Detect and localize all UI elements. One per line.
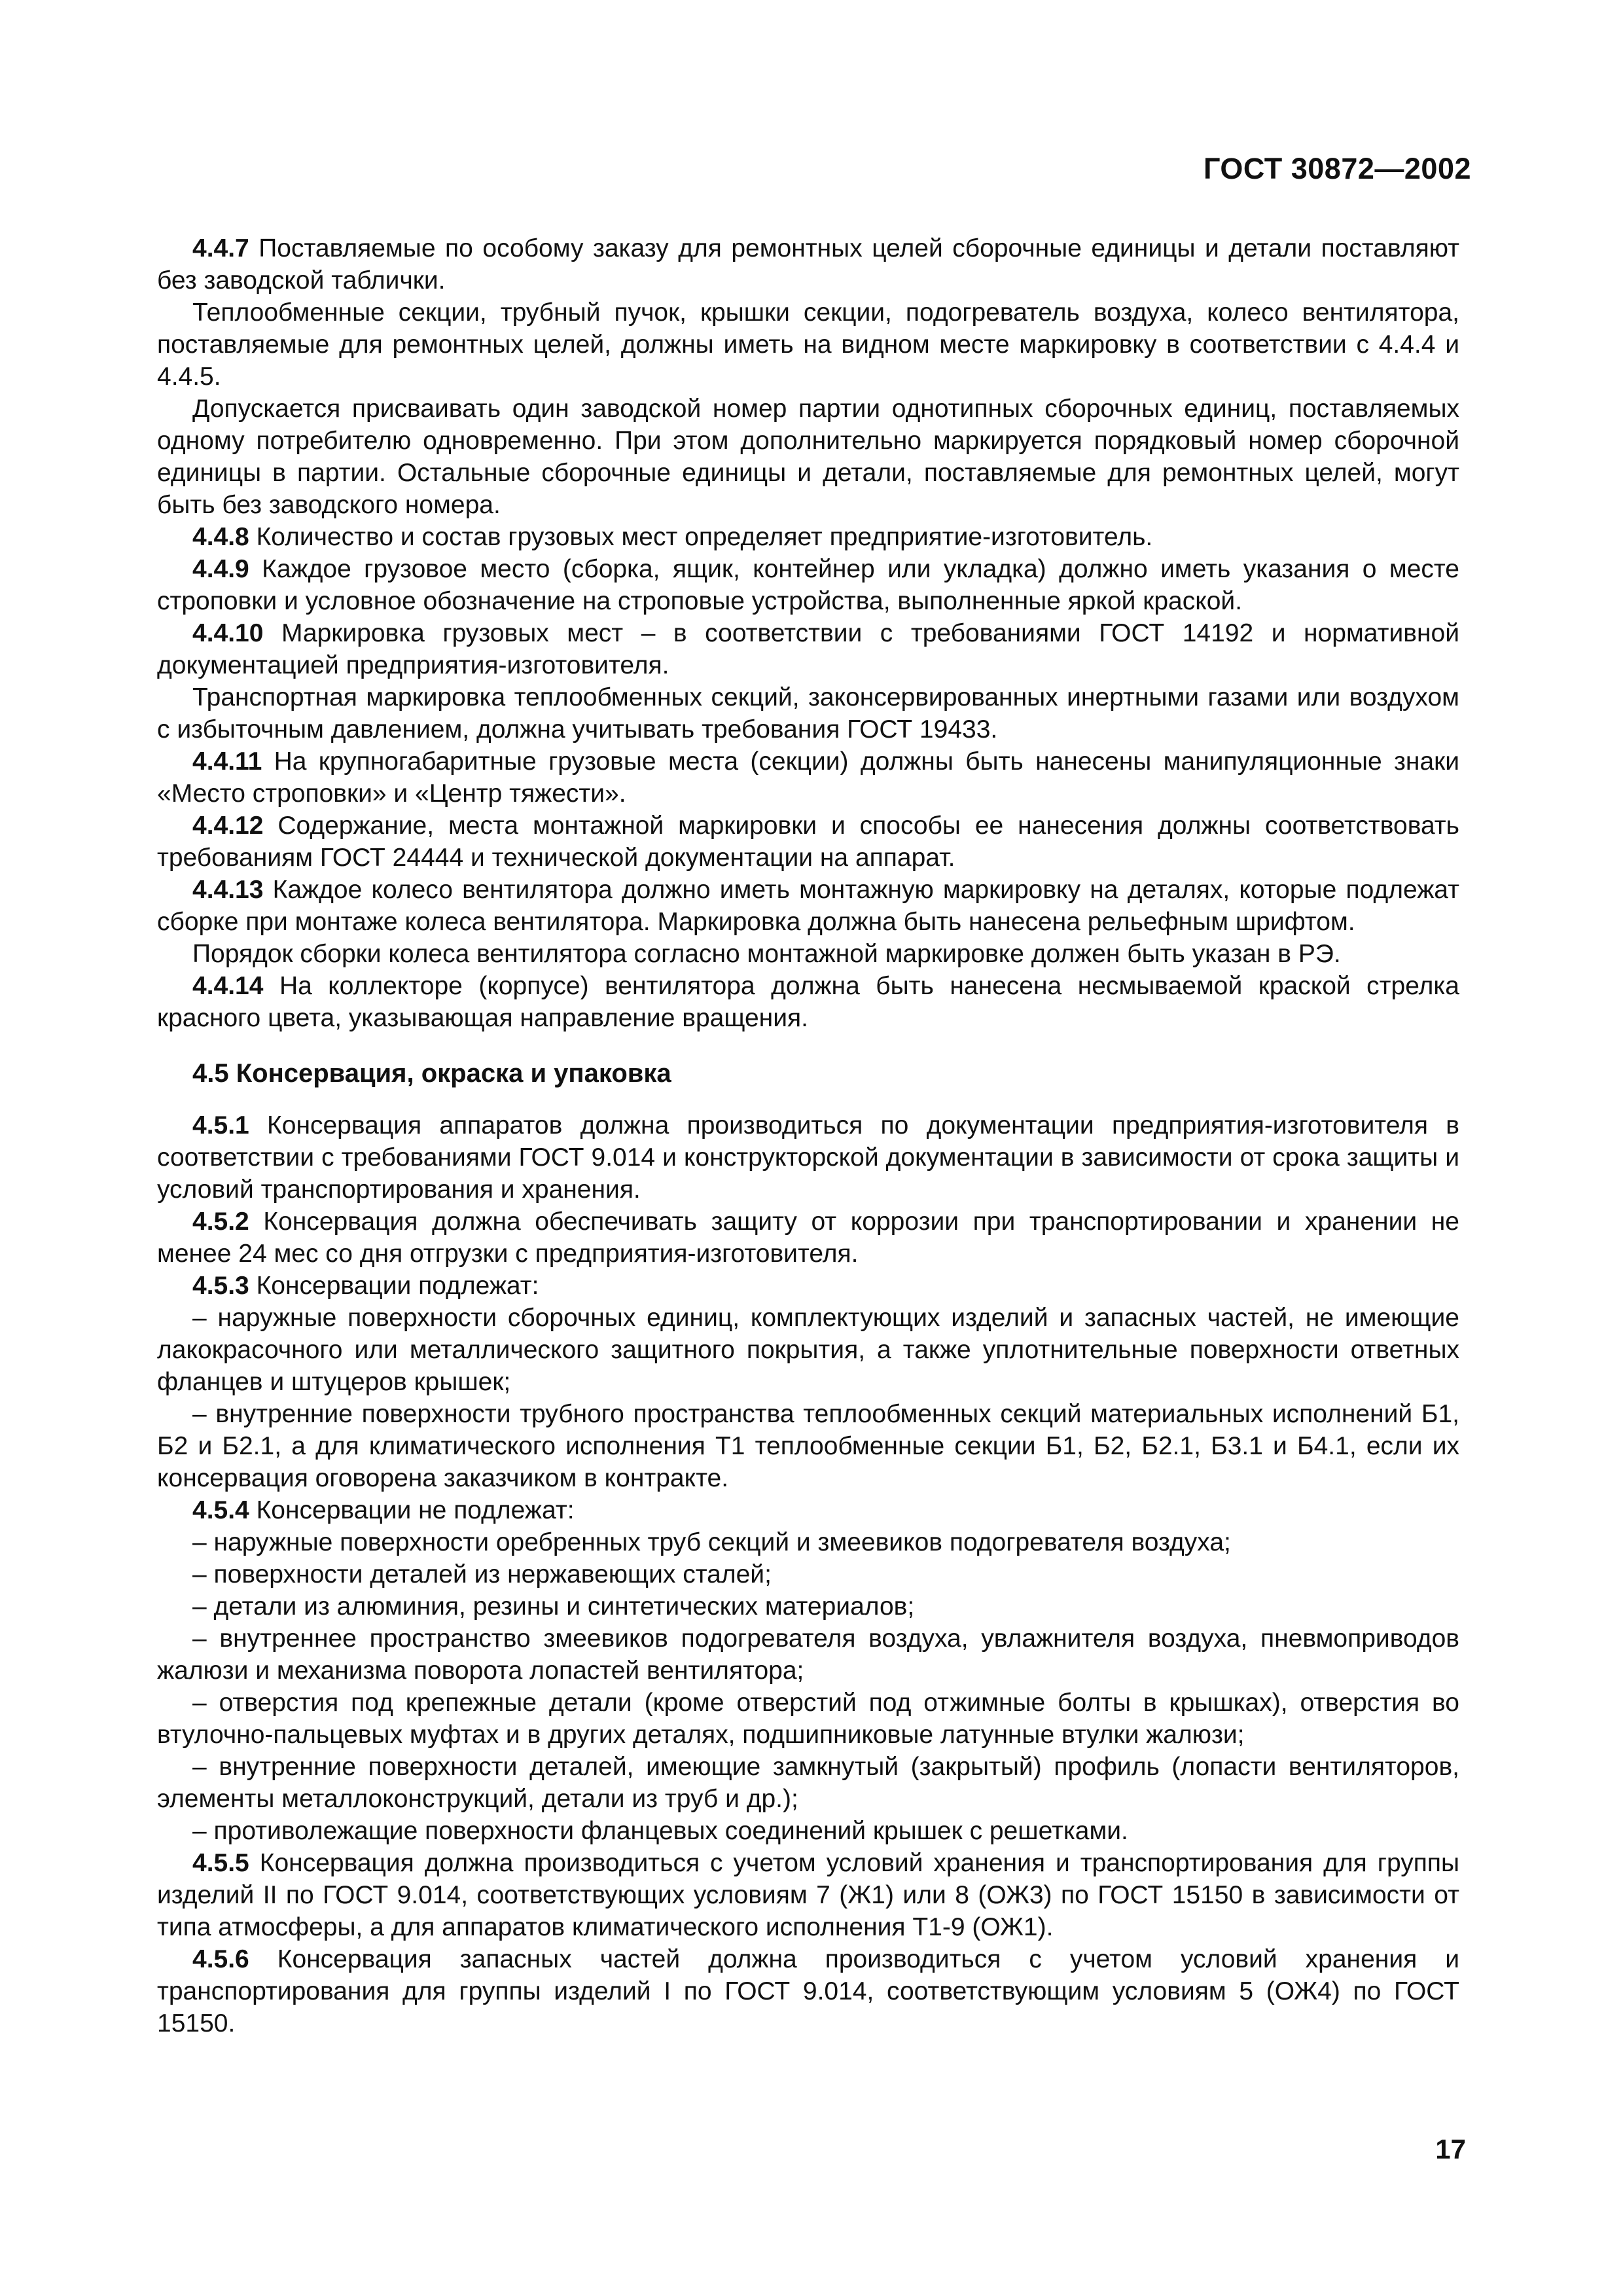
paragraph-text: – внутреннее пространство змеевиков подогревателя воздуха, увлажнителя воздуха, пневмоприводов жалюзи и механизма поворота лопастей вентилятора; <box>157 1624 1459 1685</box>
paragraph-text: На коллекторе (корпусе) вентилятора должна быть нанесена несмываемой краской стрелка красного цвета, указывающая направление вращения. <box>157 972 1459 1032</box>
paragraph-text: Допускается присваивать один заводской номер партии однотипных сборочных единиц, поставляемых одному потребителю одновременно. При этом дополнительно маркируется порядковый номер сборочной единицы в партии. Остальные сборочные единицы и детали, поставляемые для ремонтных целей, могут быть без заводского номера. <box>157 395 1459 519</box>
paragraph <box>157 617 1459 681</box>
paragraph <box>157 1206 1459 1270</box>
clause-number: 4.4.14 <box>192 972 264 1000</box>
paragraph <box>157 970 1459 1034</box>
paragraph-text: Теплообменные секции, трубный пучок, крышки секции, подогреватель воздуха, колесо вентилятора, поставляемые для ремонтных целей, должны иметь на видном месте маркировку в соответствии с 4.4.4 и 4.4.5. <box>157 298 1459 391</box>
paragraph-text: Консервация запасных частей должна производиться с учетом условий хранения и транспортирования для группы изделий I по ГОСТ 9.014, соответствующим условиям 5 (ОЖ4) по ГОСТ 15150. <box>157 1945 1459 2037</box>
paragraph-text: Консервации подлежат: <box>249 1272 539 1300</box>
clause-number: 4.5.6 <box>192 1945 249 1973</box>
paragraph-group-4-4 <box>157 232 1459 1034</box>
clause-number: 4.5.2 <box>192 1208 249 1236</box>
list-item <box>157 1815 1459 1847</box>
page-number: 17 <box>1435 2134 1466 2164</box>
paragraph-group-4-5 <box>157 1109 1459 2039</box>
paragraph <box>157 874 1459 938</box>
paragraph <box>157 1494 1459 1526</box>
list-item <box>157 1751 1459 1815</box>
paragraph <box>157 745 1459 810</box>
paragraph <box>157 1847 1459 1943</box>
clause-number: 4.4.7 <box>192 234 249 262</box>
paragraph-text: Содержание, места монтажной маркировки и способы ее нанесения должны соответствовать требованиям ГОСТ 24444 и технической документации на аппарат. <box>157 812 1459 872</box>
paragraph-text: Поставляемые по особому заказу для ремонтных целей сборочные единицы и детали поставляют без заводской таблички. <box>157 234 1459 295</box>
list-item <box>157 1398 1459 1494</box>
paragraph-text: Каждое колесо вентилятора должно иметь монтажную маркировку на деталях, которые подлежат сборке при монтаже колеса вентилятора. Маркировка должна быть нанесена рельефным шрифтом. <box>157 876 1459 936</box>
paragraph <box>157 938 1459 970</box>
clause-number: 4.5.5 <box>192 1849 249 1877</box>
clause-number: 4.4.13 <box>192 876 264 904</box>
paragraph-text: Маркировка грузовых мест – в соответствии с требованиями ГОСТ 14192 и нормативной документацией предприятия-изготовителя. <box>157 619 1459 679</box>
page-body <box>157 232 1459 2039</box>
clause-number: 4.4.12 <box>192 812 264 840</box>
paragraph <box>157 521 1459 553</box>
paragraph-text: – поверхности деталей из нержавеющих сталей; <box>192 1560 772 1588</box>
paragraph <box>157 1270 1459 1302</box>
clause-number: 4.4.8 <box>192 523 249 551</box>
paragraph-text: – наружные поверхности сборочных единиц, комплектующих изделий и запасных частей, не имеющие лакокрасочного или металлического защитного покрытия, а также уплотнительные поверхности ответных фланцев и штуцеров крышек; <box>157 1304 1459 1396</box>
paragraph-text: Каждое грузовое место (сборка, ящик, контейнер или укладка) должно иметь указания о месте строповки и условное обозначение на строповые устройства, выполненные яркой краской. <box>157 555 1459 615</box>
paragraph-text: – наружные поверхности оребренных труб секций и змеевиков подогревателя воздуха; <box>192 1528 1231 1556</box>
list-item <box>157 1526 1459 1558</box>
paragraph <box>157 232 1459 296</box>
paragraph-text: Консервация аппаратов должна производиться по документации предприятия-изготовителя в соответствии с требованиями ГОСТ 9.014 и конструкторской документации в зависимости от срока защиты и условий транспортирования и хранения. <box>157 1111 1459 1204</box>
list-item <box>157 1302 1459 1398</box>
paragraph <box>157 296 1459 393</box>
paragraph <box>157 553 1459 617</box>
list-item <box>157 1558 1459 1590</box>
clause-number: 4.5.1 <box>192 1111 249 1139</box>
list-item <box>157 1590 1459 1623</box>
clause-number: 4.4.10 <box>192 619 264 647</box>
paragraph-text: Количество и состав грузовых мест определяет предприятие-изготовитель. <box>249 523 1153 551</box>
paragraph-text: Консервация должна производиться с учетом условий хранения и транспортирования для группы изделий II по ГОСТ 9.014, соответствующих условиям 7 (Ж1) или 8 (ОЖ3) по ГОСТ 15150 в зависимости от типа атмосферы, а для аппаратов климатического исполнения Т1-9 (ОЖ1). <box>157 1849 1459 1941</box>
clause-number: 4.5.4 <box>192 1496 249 1524</box>
paragraph-text: Порядок сборки колеса вентилятора согласно монтажной маркировке должен быть указан в РЭ. <box>192 940 1341 968</box>
paragraph-text: – детали из алюминия, резины и синтетических материалов; <box>192 1592 915 1621</box>
paragraph-text: – внутренние поверхности трубного пространства теплообменных секций материальных исполнений Б1, Б2 и Б2.1, а для климатического исполнения Т1 теплообменные секции Б1, Б2, Б2.1, Б3.1 и Б4.1, если их консервация оговорена заказчиком в контракте. <box>157 1400 1459 1492</box>
paragraph-text: Консервация должна обеспечивать защиту от коррозии при транспортировании и хранении не менее 24 мес со дня отгрузки с предприятия-изготовителя. <box>157 1208 1459 1268</box>
paragraph-text: – противолежащие поверхности фланцевых соединений крышек с решетками. <box>192 1817 1128 1845</box>
paragraph-text: – внутренние поверхности деталей, имеющие замкнутый (закрытый) профиль (лопасти вентиляторов, элементы металлоконструкций, детали из труб и др.); <box>157 1753 1459 1813</box>
list-item <box>157 1687 1459 1751</box>
paragraph <box>157 1109 1459 1206</box>
paragraph <box>157 810 1459 874</box>
paragraph <box>157 393 1459 521</box>
paragraph-text: Консервации не подлежат: <box>249 1496 575 1524</box>
section-heading: 4.5 Консервация, окраска и упаковка <box>192 1059 671 1088</box>
clause-number: 4.4.9 <box>192 555 249 583</box>
clause-number: 4.5.3 <box>192 1272 249 1300</box>
list-item <box>157 1623 1459 1687</box>
paragraph-text: Транспортная маркировка теплообменных секций, законсервированных инертными газами или воздухом с избыточным давлением, должна учитывать требования ГОСТ 19433. <box>157 683 1459 744</box>
clause-number: 4.4.11 <box>192 747 262 776</box>
paragraph <box>157 1943 1459 2039</box>
paragraph-text: На крупногабаритные грузовые места (секции) должны быть нанесены манипуляционные знаки «Место строповки» и «Центр тяжести». <box>157 747 1459 808</box>
paragraph-text: – отверстия под крепежные детали (кроме отверстий под отжимные болты в крышках), отверстия во втулочно-пальцевых муфтах и в других деталях, подшипниковые латунные втулки жалюзи; <box>157 1689 1459 1749</box>
document-code: ГОСТ 30872—2002 <box>1203 152 1471 185</box>
paragraph <box>157 681 1459 745</box>
